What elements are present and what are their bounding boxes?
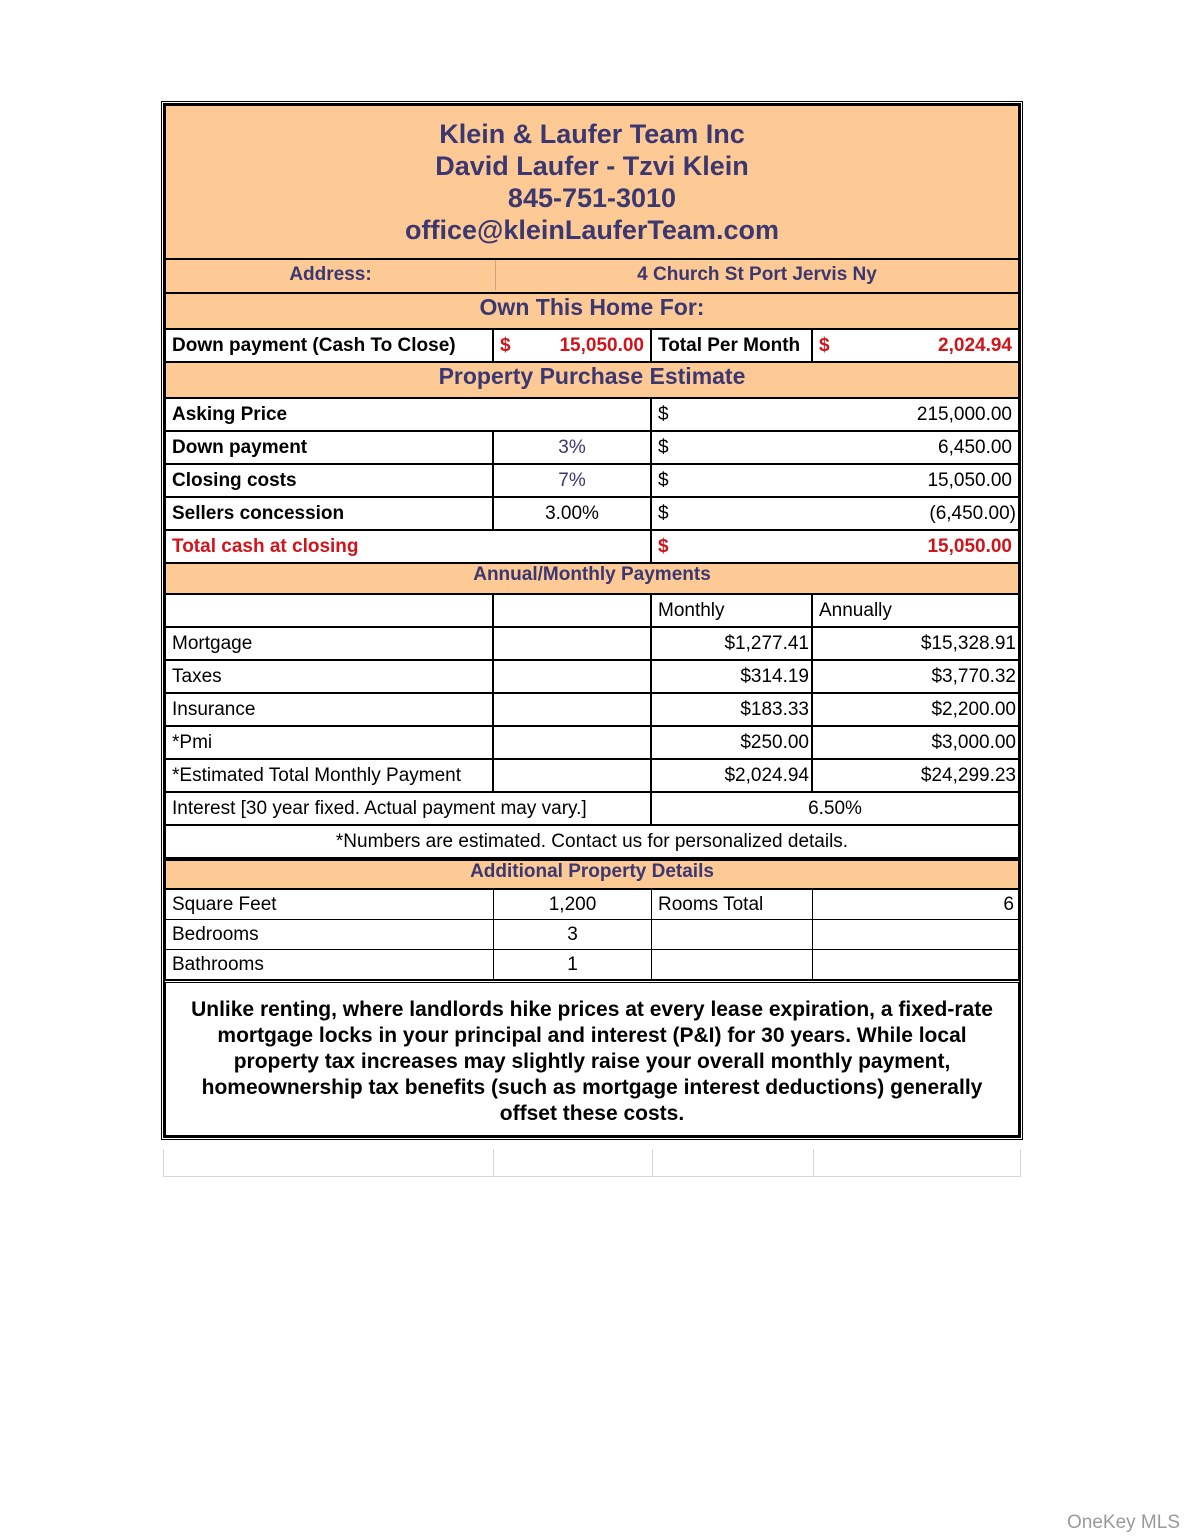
details-blank bbox=[813, 920, 1020, 950]
asking-price-label: Asking Price bbox=[164, 399, 652, 432]
closing-costs-value: $ 15,050.00 bbox=[652, 465, 1020, 498]
total-cash-label: Total cash at closing bbox=[164, 531, 652, 564]
payment-row bbox=[164, 661, 1020, 694]
own-this-home-title: Own This Home For: bbox=[164, 294, 1020, 330]
empty-cell bbox=[163, 1149, 494, 1177]
bedrooms-value: 3 bbox=[494, 920, 652, 950]
estimate-sheet bbox=[161, 101, 1023, 1140]
down-payment-cash-label: Down payment (Cash To Close) bbox=[164, 330, 494, 363]
payment-blank bbox=[494, 661, 652, 694]
closing-costs-percent: 7% bbox=[494, 465, 652, 498]
details-blank bbox=[652, 950, 813, 980]
ownership-note: Unlike renting, where landlords hike prices at every lease expiration, a fixed-rate mortgage locks in your principal and interest (P&I) for 30 years. While local property tax increases may slightly raise your overall monthly payment, homeownership tax benefits (such as mortgage interest deductions) generally offset these costs. bbox=[164, 980, 1020, 1137]
sellers-concession-label: Sellers concession bbox=[164, 498, 494, 531]
payment-monthly: $314.19 bbox=[652, 661, 813, 694]
down-payment-value: $ 6,450.00 bbox=[652, 432, 1020, 465]
square-feet-value: 1,200 bbox=[494, 890, 652, 920]
empty-cell bbox=[653, 1149, 814, 1177]
monthly-header: Monthly bbox=[652, 595, 813, 628]
down-payment-cash-value: $ 15,050.00 bbox=[494, 330, 652, 363]
payment-label: Taxes bbox=[164, 661, 494, 694]
payment-monthly: $183.33 bbox=[652, 694, 813, 727]
disclaimer-text: *Numbers are estimated. Contact us for personalized details. bbox=[164, 826, 1020, 859]
payment-row bbox=[164, 694, 1020, 727]
disclaimer-row bbox=[164, 826, 1020, 859]
interest-row bbox=[164, 793, 1020, 826]
total-per-month-label: Total Per Month bbox=[652, 330, 813, 363]
closing-costs-row bbox=[164, 465, 1020, 498]
payment-annually: $2,200.00 bbox=[813, 694, 1020, 727]
payment-blank bbox=[494, 628, 652, 661]
details-row bbox=[164, 920, 1020, 950]
company-name: Klein & Laufer Team Inc bbox=[439, 119, 745, 149]
payment-monthly: $250.00 bbox=[652, 727, 813, 760]
total-cash-row bbox=[164, 531, 1020, 564]
down-payment-row bbox=[164, 432, 1020, 465]
payments-header-blank bbox=[494, 595, 652, 628]
payment-label: Insurance bbox=[164, 694, 494, 727]
bedrooms-label: Bedrooms bbox=[164, 920, 494, 950]
empty-cell bbox=[814, 1149, 1021, 1177]
sellers-concession-row bbox=[164, 498, 1020, 531]
payments-header-row bbox=[164, 595, 1020, 628]
bathrooms-label: Bathrooms bbox=[164, 950, 494, 980]
payment-row bbox=[164, 628, 1020, 661]
square-feet-label: Square Feet bbox=[164, 890, 494, 920]
summary-row bbox=[164, 330, 1020, 363]
total-cash-value: $ 15,050.00 bbox=[652, 531, 1020, 564]
annually-header: Annually bbox=[813, 595, 1020, 628]
payments-title: Annual/Monthly Payments bbox=[164, 564, 1020, 595]
details-blank bbox=[813, 950, 1020, 980]
rooms-total-value: 6 bbox=[813, 890, 1020, 920]
payment-row bbox=[164, 727, 1020, 760]
watermark-text: OneKey MLS bbox=[1067, 1512, 1180, 1533]
bathrooms-value: 1 bbox=[494, 950, 652, 980]
payment-annually: $3,770.32 bbox=[813, 661, 1020, 694]
empty-grid-row bbox=[163, 1149, 1021, 1177]
sellers-concession-percent: 3.00% bbox=[494, 498, 652, 531]
details-row bbox=[164, 890, 1020, 920]
payment-annually: $3,000.00 bbox=[813, 727, 1020, 760]
email-address: office@kleinLauferTeam.com bbox=[405, 215, 779, 245]
payment-annually: $15,328.91 bbox=[813, 628, 1020, 661]
agent-names: David Laufer - Tzvi Klein bbox=[435, 151, 749, 181]
address-row bbox=[164, 260, 1020, 294]
sellers-concession-value: $ (6,450.00) bbox=[652, 498, 1020, 531]
empty-cell bbox=[494, 1149, 653, 1177]
rooms-total-label: Rooms Total bbox=[652, 890, 813, 920]
payment-label: Mortgage bbox=[164, 628, 494, 661]
details-blank bbox=[652, 920, 813, 950]
total-per-month-value: $ 2,024.94 bbox=[813, 330, 1020, 363]
details-row bbox=[164, 950, 1020, 980]
details-title: Additional Property Details bbox=[164, 859, 1020, 890]
payment-row bbox=[164, 760, 1020, 793]
header-block bbox=[164, 104, 1020, 260]
down-payment-percent: 3% bbox=[494, 432, 652, 465]
payment-annually: $24,299.23 bbox=[813, 760, 1020, 793]
asking-price-value: $ 215,000.00 bbox=[652, 399, 1020, 432]
payment-blank bbox=[494, 694, 652, 727]
payments-header-blank bbox=[164, 595, 494, 628]
down-payment-label: Down payment bbox=[164, 432, 494, 465]
interest-value: 6.50% bbox=[652, 793, 1020, 826]
payment-label: *Estimated Total Monthly Payment bbox=[164, 760, 494, 793]
closing-costs-label: Closing costs bbox=[164, 465, 494, 498]
phone-number: 845-751-3010 bbox=[507, 183, 677, 213]
payment-monthly: $2,024.94 bbox=[652, 760, 813, 793]
payment-label: *Pmi bbox=[164, 727, 494, 760]
interest-label: Interest [30 year fixed. Actual payment may vary.] bbox=[164, 793, 652, 826]
payment-blank bbox=[494, 760, 652, 793]
asking-price-row bbox=[164, 399, 1020, 432]
purchase-estimate-title: Property Purchase Estimate bbox=[164, 363, 1020, 399]
payment-blank bbox=[494, 727, 652, 760]
payment-monthly: $1,277.41 bbox=[652, 628, 813, 661]
address-value: 4 Church St Port Jervis Ny bbox=[637, 264, 877, 285]
address-label: Address: bbox=[166, 260, 496, 290]
